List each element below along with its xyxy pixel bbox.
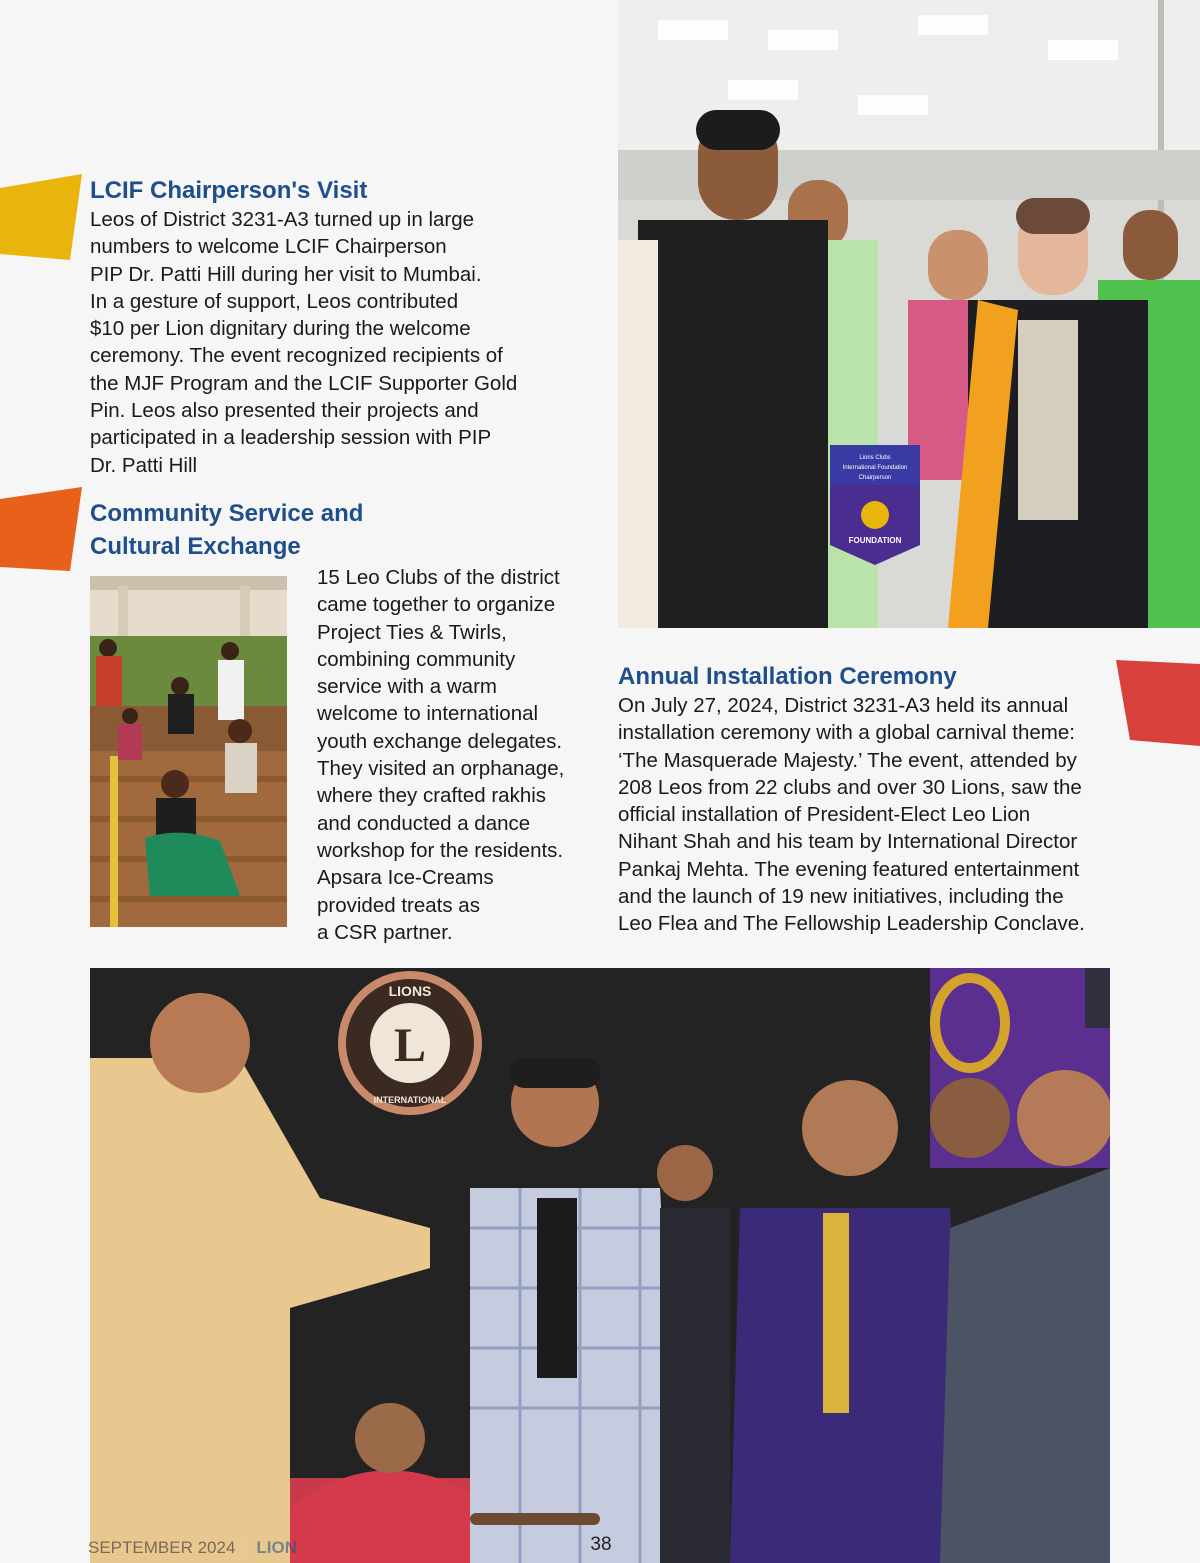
lions-logo-top-text: LIONS xyxy=(388,983,432,999)
community-event-photo xyxy=(90,576,287,927)
community-heading-line1: Community Service and xyxy=(90,500,364,527)
page-number: 38 xyxy=(590,1534,612,1555)
installation-ceremony-heading: Annual Installation Ceremony xyxy=(618,663,957,690)
community-service-body: 15 Leo Clubs of the district came together to organize Project Ties & Twirls, combining community service with a warm welcome to international youth exchange delegates. They visited an orphanage, where they crafted rakhis and conducted a dance workshop for the residents. Apsara Ice-Creams provided treats as a CSR partner. xyxy=(317,566,565,944)
footer-issue-date: SEPTEMBER 2024 xyxy=(88,1538,236,1557)
orange-accent-shape xyxy=(0,487,84,573)
community-service-heading xyxy=(90,497,363,563)
installation-ceremony-body: On July 27, 2024, District 3231-A3 held its annual installation ceremony with a global carnival theme: ‘The Masquerade Majesty.’ The event, attended by 208 Leos from 22 clubs and over 30 Lions, saw the official installation of President-Elect Leo Lion Nihant Shah and his team by International Director Pankaj Mehta. The evening featured entertainment and the launch of 19 new initiatives, including the Leo Flea and The Fellowship Leadership Conclave. xyxy=(618,694,1085,936)
pennant-text-line3: Chairperson xyxy=(858,475,892,481)
community-heading-line2: Cultural Exchange xyxy=(90,533,301,560)
lions-logo-bottom-text: INTERNATIONAL xyxy=(373,1095,447,1105)
footer-divider xyxy=(245,1536,246,1560)
lions-logo-letter: L xyxy=(393,1019,427,1072)
pennant-text-line2: International Foundation xyxy=(842,465,908,471)
footer-magazine-name: LION xyxy=(256,1538,298,1557)
lcif-visit-photo xyxy=(618,0,1200,628)
yellow-accent-shape xyxy=(0,174,84,260)
lcif-visit-heading: LCIF Chairperson's Visit xyxy=(90,177,368,204)
installation-ceremony-photo xyxy=(90,968,1110,1563)
lcif-visit-body: Leos of District 3231-A3 turned up in large numbers to welcome LCIF Chairperson PIP Dr. Patti Hill during her visit to Mumbai. In a gesture of support, Leos contributed $10 per Lion dignitary during the welcome ceremony. The event recognized recipients of the MJF Program and the LCIF Supporter Gold Pin. Leos also presented their projects and participated in a leadership session with PIP Dr. Patti Hill xyxy=(90,208,518,477)
pennant-text-line1: Lions Clubs xyxy=(859,455,891,461)
red-accent-shape xyxy=(1116,660,1200,746)
page-footer xyxy=(88,1535,297,1561)
pennant-foundation-text: FOUNDATION xyxy=(848,536,902,545)
